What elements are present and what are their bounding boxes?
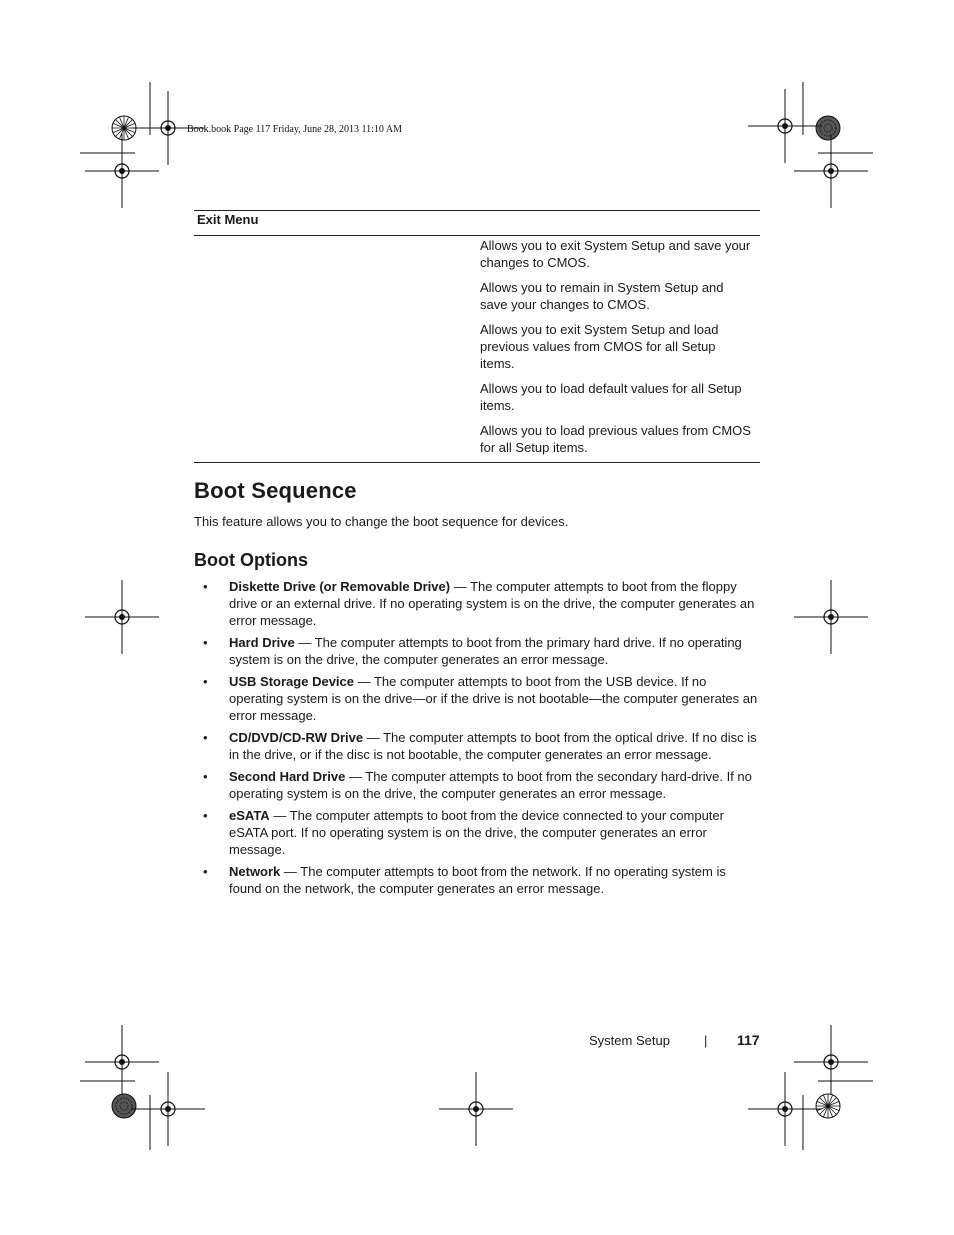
registration-mark-icon [794,134,868,208]
table-row: Allows you to remain in System Setup and save your changes to CMOS. [480,280,724,312]
registration-mark-icon [439,1072,513,1146]
table-row: Allows you to exit System Setup and save your changes to CMOS. [480,238,751,270]
list-item [203,807,760,858]
option-term: eSATA [229,808,270,823]
table-row: Allows you to load previous values from CMOS for all Setup items. [480,423,751,455]
option-text: — The computer attempts to boot from the primary hard drive. If no operating system is on the drive, the computer generates an error message. [229,635,742,667]
print-slug: Book.book Page 117 Friday, June 28, 2013 11:10 AM [187,124,402,135]
bullet: • [203,730,208,745]
registration-mark-icon [131,1072,205,1146]
boot-sequence-intro: This feature allows you to change the boot sequence for devices. [194,514,569,529]
footer-section-title: System Setup [589,1033,670,1048]
option-text: — The computer attempts to boot from the USB device. If no operating system is on the drive—or if the drive is not bootable—the computer generates an error message. [229,674,758,723]
list-item [203,673,760,724]
registration-mark-icon [85,134,159,208]
boot-sequence-heading: Boot Sequence [194,478,357,503]
bullet: • [203,579,208,594]
table-row: Allows you to load default values for all Setup items. [480,381,742,413]
exit-menu-table-title: Exit Menu [197,212,259,227]
list-item [203,729,760,763]
table-header-rule [194,235,760,236]
option-text: — The computer attempts to boot from the network. If no operating system is found on the network, the computer generates an error message. [229,864,726,896]
table-row: Allows you to exit System Setup and load previous values from CMOS for all Setup items. [480,322,719,371]
registration-mark-icon [794,580,868,654]
list-item [203,768,760,802]
registration-dark-icon [112,1094,136,1118]
table-top-rule [194,210,760,211]
bullet: • [203,808,208,823]
option-text: — The computer attempts to boot from the secondary hard-drive. If no operating system is on the drive, the computer generates an error message. [229,769,752,801]
footer-separator: | [704,1033,708,1048]
list-item [203,578,760,629]
registration-mark-icon [748,1072,822,1146]
option-term: Hard Drive [229,635,295,650]
registration-mark-icon [794,1025,868,1099]
option-term: Network [229,864,281,879]
bullet: • [203,864,208,879]
registration-mark-icon [748,89,822,163]
page-number: 117 [737,1032,760,1048]
option-term: Diskette Drive (or Removable Drive) [229,579,451,594]
bullet: • [203,635,208,650]
option-term: Second Hard Drive [229,769,346,784]
registration-dark-icon [816,116,840,140]
boot-options-list [203,578,760,902]
registration-mark-icon [85,580,159,654]
option-text: — The computer attempts to boot from the device connected to your computer eSATA port. If no operating system is on the drive, the computer generates an error message. [229,808,724,857]
bullet: • [203,769,208,784]
option-term: CD/DVD/CD-RW Drive [229,730,364,745]
table-bottom-rule [194,462,760,463]
registration-mark-icon [85,1025,159,1099]
boot-options-heading: Boot Options [194,550,308,570]
option-text: — The computer attempts to boot from the optical drive. If no disc is in the drive, or if the disc is not bootable, the computer generates an error message. [229,730,757,762]
exit-menu-description-column [480,237,752,464]
list-item [203,634,760,668]
bullet: • [203,674,208,689]
option-term: USB Storage Device [229,674,354,689]
list-item [203,863,760,897]
registration-starburst-icon [816,1094,840,1118]
option-text: — The computer attempts to boot from the floppy drive or an external drive. If no operating system is on the drive, the computer generates an error message. [229,579,755,628]
